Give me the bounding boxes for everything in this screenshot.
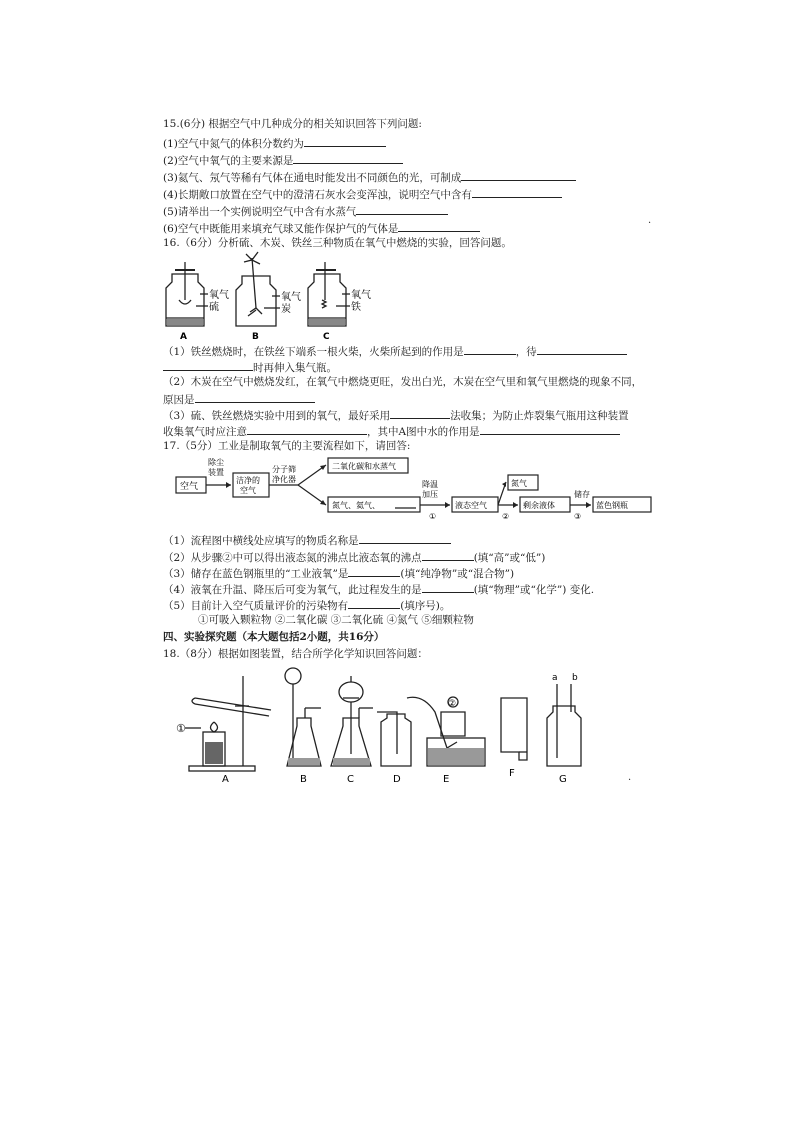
q17-title: 17.（5分）工业是制取氧气的主要流程如下，请回答: [163, 440, 411, 452]
apparatus-mark-1: ① [176, 722, 186, 735]
q16-title: 16.（6分）分析硫、木炭、铁丝三种物质在氧气中燃烧的实验，回答问题。 [163, 237, 512, 249]
q17-line-5: （5）目前计入空气质量评价的污染物有 (填序号)。 [163, 600, 451, 612]
flow-mix-box: 氮气、氦气、 [332, 501, 380, 510]
fig-a-oxygen-label: 氧气 [209, 290, 229, 301]
apparatus-label-d: D [393, 774, 401, 784]
flow-clean-2: 空气 [240, 486, 256, 495]
fig-c-oxygen-label: 氧气 [351, 290, 371, 301]
q17-line-2: （2）从步骤②中可以得出液态氮的沸点比液态氧的沸点 (填“高”或“低”) [163, 552, 546, 564]
flow-step-3: ③ [574, 512, 582, 521]
flow-store: 储存 [574, 490, 590, 499]
scan-speck-2: · [628, 775, 632, 786]
q16-part1-line2: 时再伸入集气瓶。 [163, 360, 337, 375]
section-4-heading: 四、实验探究题（本大题包括2小题，共16分） [163, 631, 385, 643]
fig-label-a: A [180, 332, 187, 342]
q17-line-4: （4）液氧在升温、降压后可变为氧气，此过程发生的是 (填“物理”或“化学”) 变化. [163, 584, 595, 596]
apparatus-mark-2: ② [448, 699, 457, 709]
q16-part2-line1: （2）木炭在空气中燃烧发红，在氧气中燃烧更旺，发出白光，木炭在空气里和氧气里燃烧的现象不同， [163, 376, 643, 388]
flow-dust-1: 除尘 [208, 458, 224, 467]
q16-part3-line2: 收集氧气时应注意 ，其中A图中水的作用是 [163, 424, 620, 439]
flow-mol-2: 净化器 [272, 475, 296, 484]
q16-part3-line1: （3）硫、铁丝燃烧实验中用到的氧气，最好采用 法收集；为防止炸裂集气瓶用这种装置 [163, 410, 629, 422]
fig-b-charcoal-label: 炭 [281, 304, 291, 315]
flow-clean-1: 洁净的 [236, 476, 260, 485]
q15-line-6: (6)空气中既能用来填充气球又能作保护气的气体是 [163, 221, 480, 236]
fig-label-c: C [323, 332, 330, 342]
q18-apparatus-figure [175, 662, 595, 784]
fig-b-oxygen-label: 氧气 [281, 292, 301, 303]
flow-step-2: ② [502, 512, 510, 521]
q18-title: 18.（8分）根据如图装置，结合所学化学知识回答问题： [163, 648, 428, 660]
apparatus-label-g: G [559, 774, 567, 784]
apparatus-label-a: A [222, 774, 229, 784]
q15-line-5: (5)请举出一个实例说明空气中含有水蒸气 [163, 204, 448, 219]
q17-line-3: （3）储存在蓝色钢瓶里的“工业液氧”是 (填“纯净物”或“混合物”) [163, 568, 515, 580]
port-a-label: a [552, 673, 558, 683]
flow-cool-1: 降温 [422, 480, 438, 489]
q17-line-1: （1）流程图中横线处应填写的物质名称是 [163, 533, 451, 548]
apparatus-label-e: E [443, 774, 450, 784]
flow-cool-2: 加压 [422, 490, 438, 499]
q15-line-2: (2)空气中氧气的主要来源是 [163, 153, 403, 168]
scan-speck: · [648, 218, 652, 229]
apparatus-label-b: B [300, 774, 307, 784]
fig-a-sulfur-label: 硫 [209, 302, 219, 313]
q16-part2-line2: 原因是 [163, 392, 315, 407]
port-b-label: b [572, 673, 578, 683]
flow-co2-box: 二氧化碳和水蒸气 [332, 462, 396, 471]
q15-line-1: (1)空气中氮气的体积分数约为 [163, 136, 386, 151]
flow-n2: 氮气 [511, 479, 527, 488]
flow-air: 空气 [180, 482, 199, 492]
fig-c-iron-label: 铁 [351, 302, 361, 313]
q15-line-3: (3)氦气、氖气等稀有气体在通电时能发出不同颜色的光，可制成 [163, 170, 576, 185]
apparatus-label-c: C [347, 774, 354, 784]
q15-line-4: (4)长期敞口放置在空气中的澄清石灰水会变浑浊，说明空气中含有 [163, 187, 562, 202]
apparatus-label-f: F [509, 768, 515, 779]
flow-liquid-air: 液态空气 [455, 501, 487, 510]
flow-bottle: 蓝色钢瓶 [596, 501, 628, 510]
q16-part1-line1: （1）铁丝燃烧时，在铁丝下端系一根火柴，火柴所起到的作用是 ，待 [163, 344, 627, 359]
flow-rest: 剩余液体 [523, 501, 555, 510]
q17-flow-chart [170, 455, 670, 525]
flow-step-1: ① [429, 512, 437, 521]
fig-label-b: B [252, 332, 259, 342]
flow-dust-2: 装置 [208, 468, 224, 477]
flow-mol-1: 分子筛 [272, 465, 296, 474]
q16-combustion-figure [160, 250, 390, 342]
q15-title: 15.(6分) 根据空气中几种成分的相关知识回答下列问题: [163, 118, 422, 130]
q17-options: ①可吸入颗粒物 ②二氧化碳 ③二氧化硫 ④氮气 ⑤细颗粒物 [198, 614, 474, 626]
